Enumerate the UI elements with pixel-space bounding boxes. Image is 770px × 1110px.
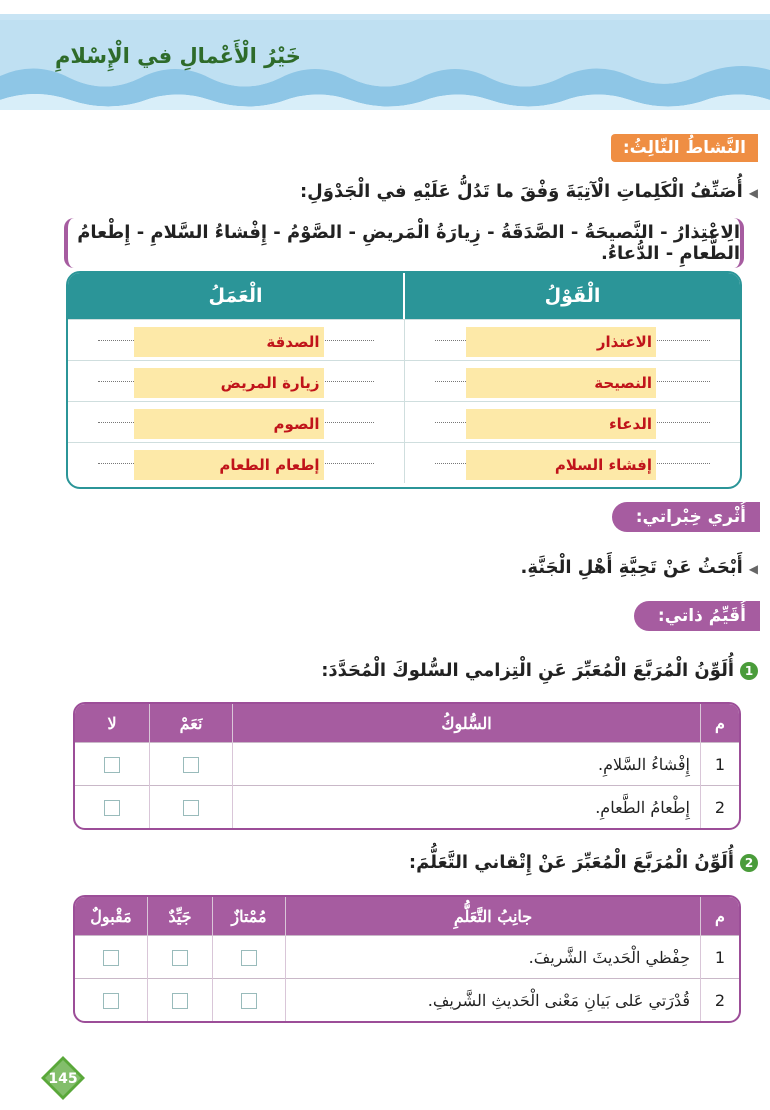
row-number: 2: [701, 979, 740, 1022]
enrich-instruction-text: أَبْحَثُ عَنْ تَحِيَّةِ أَهْلِ الْجَنَّةِ.: [520, 557, 743, 578]
answer-action[interactable]: زيارة المريض: [134, 368, 324, 398]
row-number: 2: [701, 786, 740, 829]
aspect-text: حِفْظي الْحَديثَ الشَّريفَ.: [286, 936, 701, 979]
col-header-behavior: السُّلوكُ: [233, 704, 701, 743]
enrich-instruction: [521, 557, 758, 578]
yes-checkbox[interactable]: [183, 757, 199, 773]
page-number: 145: [48, 1071, 78, 1087]
answer-saying[interactable]: الدعاء: [466, 409, 656, 439]
table-row: [75, 979, 739, 1022]
table-row: [68, 442, 740, 483]
acceptable-checkbox[interactable]: [103, 950, 119, 966]
self-eval-tag: أُقَيِّمُ ذاتي:: [634, 601, 760, 631]
col-header-excellent: مُمْتازٌ: [213, 897, 286, 936]
answer-saying[interactable]: إفشاء السلام: [466, 450, 656, 480]
book-title: خَيْرُ الْأَعْمالِ في الْإِسْلامِ: [55, 44, 301, 68]
aspect-text: قُدْرَتي عَلى بَيانِ مَعْنى الْحَديثِ الشَّريفِ.: [286, 979, 701, 1022]
table-row: [68, 360, 740, 401]
self-eval-q1: [321, 660, 758, 681]
col-header-no: لا: [75, 704, 150, 743]
table-row: [68, 401, 740, 442]
no-checkbox[interactable]: [104, 757, 120, 773]
behavior-text: إِفْشاءُ السَّلامِ.: [233, 743, 701, 786]
table-row: [68, 319, 740, 360]
no-checkbox[interactable]: [104, 800, 120, 816]
answer-action[interactable]: الصدقة: [134, 327, 324, 357]
q2-number: 2: [740, 854, 758, 872]
activity-3-instruction-text: أُصَنِّفُ الْكَلِماتِ الْآتِيَةَ وَفْقَ ما تَدُلُّ عَلَيْهِ في الْجَدْوَلِ:: [299, 181, 743, 202]
answer-saying[interactable]: النصيحة: [466, 368, 656, 398]
good-checkbox[interactable]: [172, 950, 188, 966]
classification-table-header: [68, 273, 740, 319]
behavior-table: [73, 702, 741, 830]
page-number-badge: [40, 1055, 86, 1101]
table-row: [75, 936, 739, 979]
row-number: 1: [701, 936, 740, 979]
col-header-yes: نَعَمْ: [150, 704, 233, 743]
q2-text: أُلَوِّنُ الْمُرَبَّعَ الْمُعَبِّرَ عَنْ إِتْقاني التَّعَلُّمَ:: [408, 852, 734, 873]
q1-number: 1: [740, 662, 758, 680]
q1-text: أُلَوِّنُ الْمُرَبَّعَ الْمُعَبِّرَ عَنِ الْتِزامي السُّلوكَ الْمُحَدَّدَ:: [321, 660, 734, 681]
yes-checkbox[interactable]: [183, 800, 199, 816]
table-row: [75, 743, 739, 786]
activity-3-tag: النَّشاطُ الثّالِثُ:: [611, 134, 758, 162]
word-list-text: الِاعْتِذارُ - النَّصيحَةُ - الصَّدَقَةُ - زِيارَةُ الْمَريضِ - الصَّوْمُ - إِفْشاءُ السَّلامِ - إِطْعامُ الطَّعامِ - الدُّعاءُ.: [77, 222, 740, 264]
col-header-action: الْعَمَلُ: [68, 273, 405, 319]
col-header-acceptable: مَقْبولٌ: [75, 897, 148, 936]
good-checkbox[interactable]: [172, 993, 188, 1009]
col-header-aspect: جانِبُ التَّعَلُّمِ: [286, 897, 701, 936]
activity-3-instruction: [300, 181, 758, 202]
word-list-box: [64, 218, 744, 268]
answer-saying[interactable]: الاعتذار: [466, 327, 656, 357]
col-header-good: جَيِّدٌ: [148, 897, 213, 936]
table-row: [75, 786, 739, 829]
self-eval-q2: [409, 852, 758, 873]
enrich-tag: أُثْري خِبْراتي:: [612, 502, 760, 532]
learning-table: [73, 895, 741, 1023]
col-header-num: م: [701, 704, 740, 743]
acceptable-checkbox[interactable]: [103, 993, 119, 1009]
pointer-arrow-icon: ◀: [748, 562, 758, 576]
answer-action[interactable]: إطعام الطعام: [134, 450, 324, 480]
classification-table: [66, 271, 742, 489]
excellent-checkbox[interactable]: [241, 993, 257, 1009]
behavior-text: إِطْعامُ الطَّعامِ.: [233, 786, 701, 829]
answer-action[interactable]: الصوم: [134, 409, 324, 439]
col-header-saying: الْقَوْلُ: [544, 285, 601, 307]
col-header-num: م: [701, 897, 740, 936]
excellent-checkbox[interactable]: [241, 950, 257, 966]
pointer-arrow-icon: ◀: [748, 186, 758, 200]
row-number: 1: [701, 743, 740, 786]
